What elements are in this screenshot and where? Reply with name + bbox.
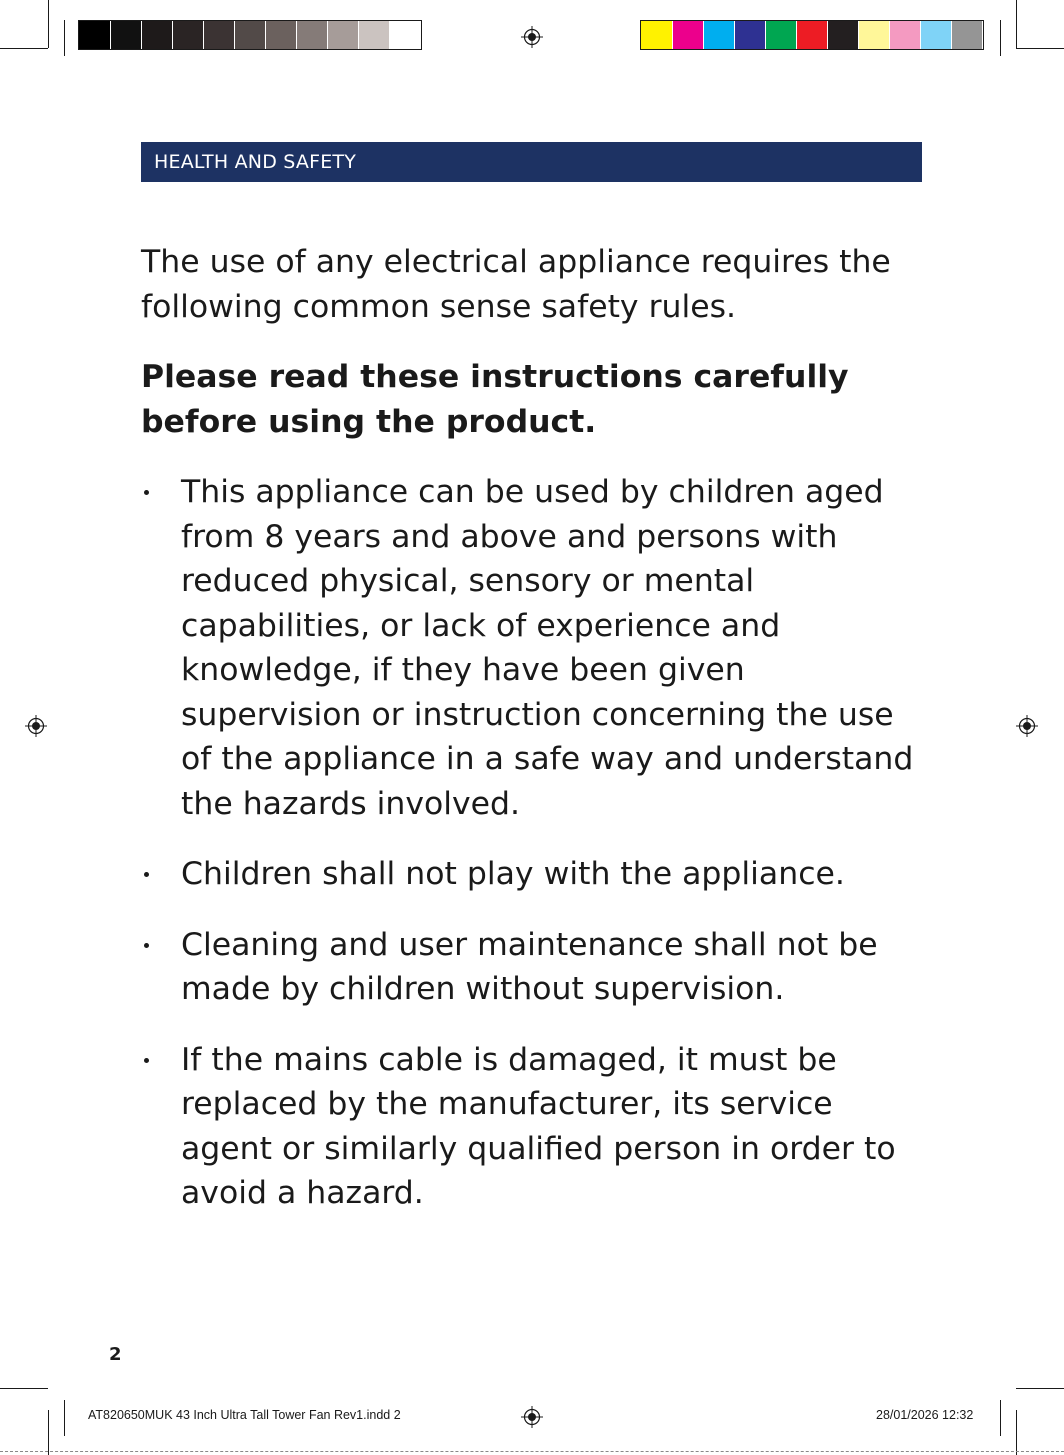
color-swatch (796, 21, 827, 49)
crop-mark (1016, 48, 1064, 49)
crop-mark (0, 1388, 48, 1389)
color-swatch (765, 21, 796, 49)
color-swatch (920, 21, 951, 49)
crop-mark (48, 1410, 49, 1455)
safety-content (141, 240, 931, 1242)
color-swatch (203, 21, 234, 49)
color-swatch (110, 21, 141, 49)
footer-file-name: AT820650MUK 43 Inch Ultra Tall Tower Fan Rev1.indd 2 (88, 1408, 401, 1422)
color-swatch (858, 21, 889, 49)
color-swatch (389, 21, 420, 49)
registration-mark-icon (521, 1406, 543, 1428)
registration-mark-icon (521, 26, 543, 48)
color-swatch (734, 21, 765, 49)
crop-mark (48, 0, 49, 48)
color-swatch (672, 21, 703, 49)
read-instructions-notice: Please read these instructions carefully before using the product. (141, 359, 849, 440)
page-number: 2 (109, 1344, 122, 1365)
crop-mark (1000, 1400, 1001, 1436)
color-swatch (327, 21, 358, 49)
registration-mark-icon (1016, 715, 1038, 737)
bullet-icon (144, 1058, 149, 1063)
crop-mark (1016, 0, 1017, 48)
color-swatch (951, 21, 982, 49)
safety-rules-list (141, 470, 931, 1216)
grayscale-color-bar (78, 20, 422, 50)
list-item (141, 1038, 931, 1216)
section-title: HEALTH AND SAFETY (154, 151, 357, 173)
crop-mark (64, 1400, 65, 1436)
crop-mark (1016, 1388, 1064, 1389)
color-swatch (358, 21, 389, 49)
section-header (141, 142, 922, 182)
list-item (141, 852, 931, 897)
color-swatch (703, 21, 734, 49)
color-swatch (79, 21, 110, 49)
bullet-icon (144, 943, 149, 948)
trim-line (0, 1451, 1064, 1452)
bullet-icon (144, 490, 149, 495)
crop-mark (1000, 20, 1001, 56)
color-swatch (296, 21, 327, 49)
list-item-text: This appliance can be used by children aged from 8 years and above and persons with reduced physical, sensory or mental capabilities, or lack of experience and knowledge, if they have been given supervision or instruction concerning the use of the appliance in a safe way and understand the hazards involved. (181, 474, 914, 822)
bullet-icon (144, 872, 149, 877)
color-swatch (889, 21, 920, 49)
list-item (141, 923, 931, 1012)
list-item-text: If the mains cable is damaged, it must be replaced by the manufacturer, its service agent or similarly qualified person in order to avoid a hazard. (181, 1041, 896, 1211)
color-swatch (827, 21, 858, 49)
footer-date: 28/01/2026 12:32 (876, 1408, 974, 1422)
list-item-text: Cleaning and user maintenance shall not be made by children without supervision. (181, 926, 878, 1007)
list-item-text: Children shall not play with the appliance. (181, 856, 845, 892)
color-swatch (234, 21, 265, 49)
color-swatch (641, 21, 672, 49)
crop-mark (0, 48, 48, 49)
color-swatch (172, 21, 203, 49)
crop-mark (64, 20, 65, 56)
crop-mark (1016, 1410, 1017, 1455)
list-item (141, 470, 931, 826)
color-swatch (265, 21, 296, 49)
registration-mark-icon (25, 715, 47, 737)
color-swatch (141, 21, 172, 49)
intro-paragraph: The use of any electrical appliance requires the following common sense safety rules. (141, 244, 891, 325)
process-color-bar (640, 20, 984, 50)
